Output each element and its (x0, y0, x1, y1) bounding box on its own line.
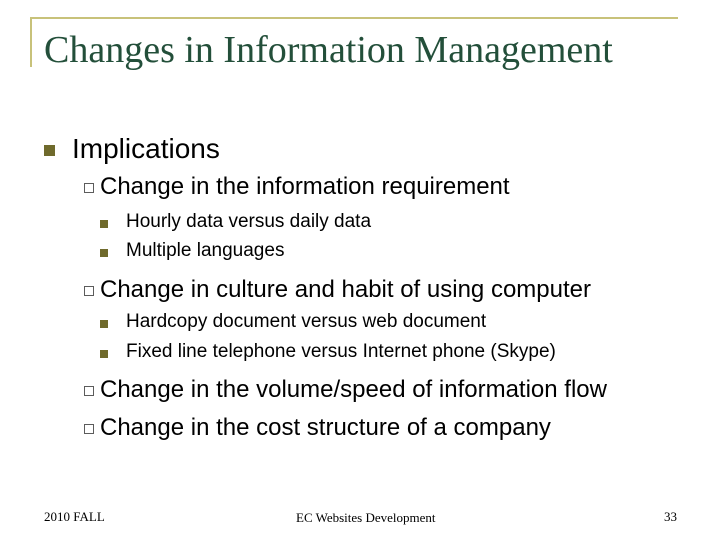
square-bullet-icon (100, 350, 108, 358)
slide-number: 33 (664, 509, 677, 524)
footer-date: 2010 FALL (44, 509, 105, 524)
footer-course: EC Websites Development (296, 510, 436, 525)
square-bullet-icon (100, 320, 108, 328)
square-bullet-icon (100, 249, 108, 257)
subbullet-2-1: Hardcopy document versus web document (126, 311, 487, 332)
title-frame-left-line (30, 17, 32, 67)
square-bullet-icon (44, 145, 55, 156)
hollow-square-bullet-icon (84, 286, 94, 296)
slide-title: Changes in Information Management (44, 29, 613, 71)
hollow-square-bullet-icon (84, 183, 94, 193)
bullet-item-4: Change in the cost structure of a company (100, 414, 551, 441)
bullet-item-1: Change in the information requirement (100, 173, 510, 200)
bullet-implications: Implications (72, 133, 220, 164)
bullet-item-2: Change in culture and habit of using computer (100, 276, 591, 303)
hollow-square-bullet-icon (84, 386, 94, 396)
square-bullet-icon (100, 220, 108, 228)
subbullet-1-1: Hourly data versus daily data (126, 211, 372, 232)
subbullet-2-2: Fixed line telephone versus Internet phone (Skype) (126, 341, 556, 362)
title-frame-top-line (30, 17, 678, 19)
bullet-item-3: Change in the volume/speed of information flow (100, 376, 607, 403)
hollow-square-bullet-icon (84, 424, 94, 434)
subbullet-1-2: Multiple languages (126, 240, 285, 261)
